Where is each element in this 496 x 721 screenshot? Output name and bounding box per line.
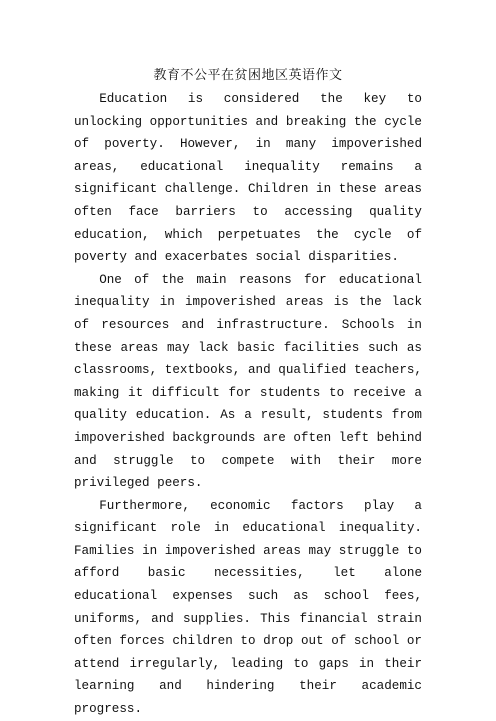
paragraph-2: One of the main reasons for educational inequality in impoverished areas is the lack of resources and infrastructure. Schools in these areas may lack basic facilities such as classrooms, textbooks, and qualified teachers, making it difficult for students to receive a quality education. As a result, students from impoverished backgrounds are often left behind and struggle to compete with their more privileged peers. (74, 272, 422, 491)
paragraph-1: Education is considered the key to unlocking opportunities and breaking the cycle of poverty. However, in many impoverished areas, educational inequality remains a significant challenge. Children in these areas often face barriers to accessing quality education, which perpetuates the cycle of poverty and exacerbates social disparities. (74, 92, 422, 265)
document-body (74, 88, 422, 721)
document-title: 教育不公平在贫困地区英语作文 (153, 68, 343, 83)
paragraph-3: Furthermore, economic factors play a significant role in educational inequality. Families in impoverished areas may struggle to afford basic necessities, let alone educational expenses such as school fees, uniforms, and supplies. This financial strain often forces children to drop out of school or attend irregularly, leading to gaps in their learning and hindering their academic progress. (74, 498, 422, 717)
